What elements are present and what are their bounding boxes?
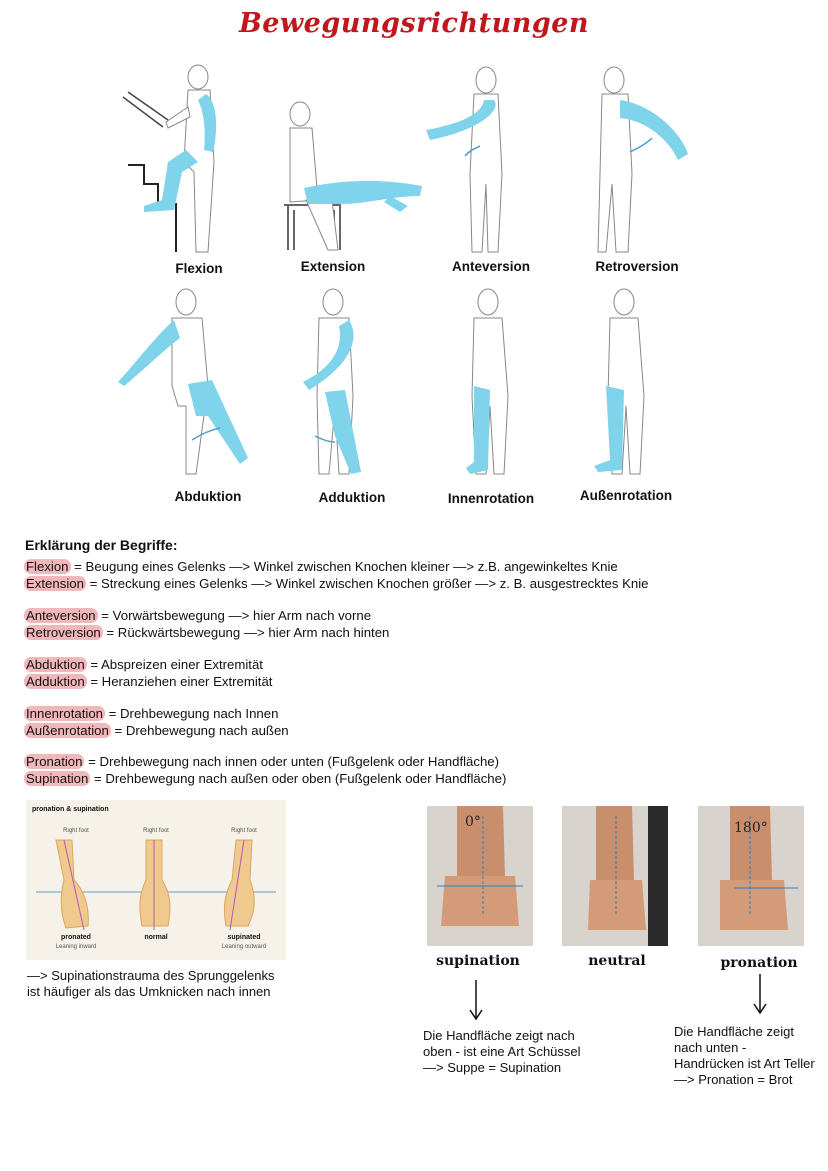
definition-group-duktion <box>24 657 272 690</box>
supination-note-line: oben - ist eine Art Schüssel <box>423 1044 581 1059</box>
figure-flexion <box>118 62 238 257</box>
ankle-note-line: ist häufiger als das Umknicken nach innen <box>27 984 271 999</box>
figure-label-aussenrotation: Außenrotation <box>579 488 673 503</box>
definition-group-flexion <box>24 559 649 592</box>
pronation-note-line: Handrücken ist Art Teller <box>674 1056 815 1071</box>
figure-label-abduktion: Abduktion <box>174 489 242 504</box>
foot-caption: Right foot <box>143 828 169 834</box>
figure-anteversion <box>420 64 540 256</box>
term-highlight: Extension <box>26 575 84 591</box>
hand-label-supination: supination <box>436 953 520 969</box>
term-highlight: Adduktion <box>26 673 85 689</box>
ankle-diagram <box>26 800 286 960</box>
figure-label-adduktion: Adduktion <box>318 490 386 505</box>
term-highlight: Pronation <box>26 754 83 769</box>
supination-note <box>423 1028 581 1076</box>
arrow-down-icon <box>752 972 768 1016</box>
pronation-note-line: Die Handfläche zeigt <box>674 1024 794 1039</box>
figure-innenrotation <box>440 286 540 478</box>
definition-group-pronation <box>24 754 506 787</box>
foot-caption: Right foot <box>63 828 89 834</box>
definition-group-rotation <box>24 706 289 739</box>
definition-text: = Drehbewegung nach außen <box>110 722 289 738</box>
definition-text: = Abspreizen einer Extremität <box>86 657 263 672</box>
definition-text: = Drehbewegung nach innen oder unten (Fußgelenk oder Handfläche) <box>84 754 500 769</box>
angle-label: 180° <box>734 820 768 836</box>
term-highlight: Supination <box>26 770 89 786</box>
foot-label: pronated <box>61 934 91 941</box>
foot-label: normal <box>144 934 168 941</box>
definition-group-version <box>24 608 389 641</box>
figure-label-retroversion: Retroversion <box>595 259 679 274</box>
figure-extension <box>280 100 430 260</box>
definition-text: = Vorwärtsbewegung —> hier Arm nach vorne <box>97 608 372 623</box>
definition-line <box>24 674 272 691</box>
definition-text: = Streckung eines Gelenks —> Winkel zwischen Knochen größer —> z. B. ausgestrecktes Knie <box>85 575 649 591</box>
photo-supination <box>427 806 533 946</box>
term-highlight: Flexion <box>26 559 69 574</box>
foot-sublabel: Leaning outward <box>221 944 267 950</box>
figure-aussenrotation <box>576 286 676 478</box>
figure-label-innenrotation: Innenrotation <box>447 491 535 506</box>
ankle-diagram-heading: pronation & supination <box>32 806 109 813</box>
supination-note-line: —> Suppe = Supination <box>423 1060 562 1075</box>
foot-sublabel: Leaning inward <box>55 944 97 950</box>
ankle-note-line: —> Supinationstrauma des Sprunggelenks <box>27 968 275 983</box>
definition-text: = Drehbewegung nach außen oder oben (Fußgelenk oder Handfläche) <box>90 770 507 786</box>
photo-neutral <box>562 806 668 946</box>
photo-pronation <box>698 806 804 946</box>
pronation-note <box>674 1024 815 1088</box>
definition-line <box>24 625 389 642</box>
figure-abduktion <box>112 286 262 478</box>
pronation-note-line: —> Pronation = Brot <box>674 1072 793 1087</box>
ankle-note <box>27 968 275 1000</box>
hand-label-pronation: pronation <box>720 955 798 971</box>
term-highlight: Außenrotation <box>26 722 109 738</box>
definition-line <box>24 608 389 625</box>
term-highlight: Abduktion <box>26 657 85 672</box>
definition-text: = Rückwärtsbewegung —> hier Arm nach hinten <box>102 624 390 640</box>
definition-line <box>24 771 506 788</box>
definition-line <box>24 723 289 740</box>
definition-line <box>24 754 506 771</box>
foot-label: supinated <box>227 934 261 941</box>
supination-note-line: Die Handfläche zeigt nach <box>423 1028 575 1043</box>
term-highlight: Retroversion <box>26 624 101 640</box>
figure-adduktion <box>295 286 405 478</box>
foot-caption: Right foot <box>231 828 257 834</box>
angle-label: 0° <box>465 814 481 830</box>
definition-line <box>24 576 649 593</box>
term-highlight: Anteversion <box>26 608 96 623</box>
figure-retroversion <box>590 64 700 256</box>
hand-label-neutral: neutral <box>588 953 646 969</box>
arrow-down-icon <box>468 978 484 1022</box>
page-title: Bewegungsrichtungen <box>238 8 590 39</box>
figure-label-anteversion: Anteversion <box>451 259 531 274</box>
definition-text: = Drehbewegung nach Innen <box>105 706 279 721</box>
definition-text: = Beugung eines Gelenks —> Winkel zwischen Knochen kleiner —> z.B. angewinkeltes Knie <box>70 559 618 574</box>
definition-line <box>24 559 649 576</box>
figure-label-extension: Extension <box>300 259 366 274</box>
definition-line <box>24 657 272 674</box>
figure-label-flexion: Flexion <box>175 261 223 276</box>
term-highlight: Innenrotation <box>26 706 103 721</box>
definition-line <box>24 706 289 723</box>
pronation-note-line: nach unten - <box>674 1040 747 1055</box>
definition-text: = Heranziehen einer Extremität <box>86 673 273 689</box>
explanation-heading: Erklärung der Begriffe: <box>25 537 178 553</box>
